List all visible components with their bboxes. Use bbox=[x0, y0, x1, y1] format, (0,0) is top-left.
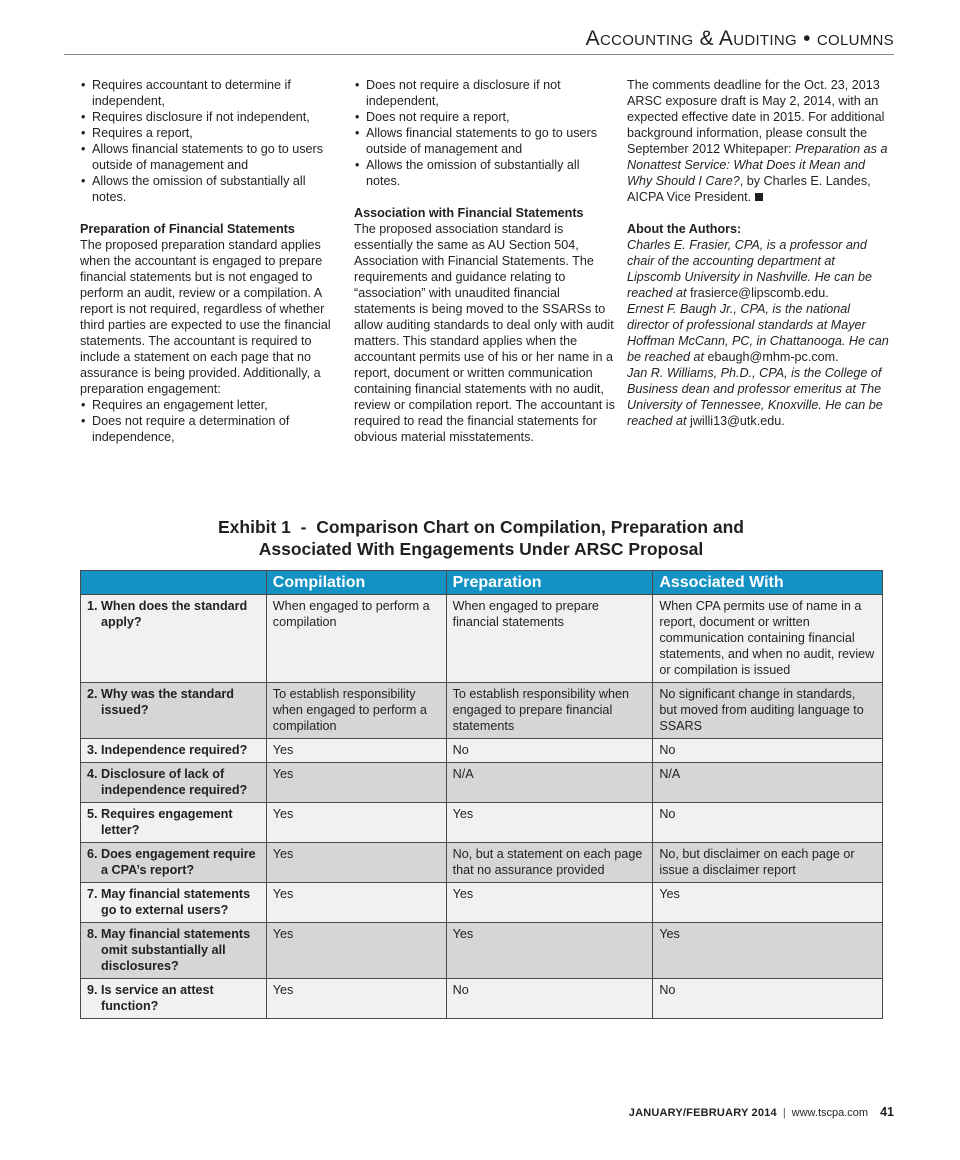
question-cell bbox=[81, 979, 267, 1019]
table-cell: N/A bbox=[446, 763, 653, 803]
table-cell: No significant change in standards, but moved from auditing language to SSARS bbox=[653, 683, 883, 739]
question-cell bbox=[81, 763, 267, 803]
question-cell bbox=[81, 843, 267, 883]
text-run: The comments deadline for the Oct. 23, 2013 ARSC exposure draft is May 2, 2014, with an expected effective date in 2015. For additional background information, please consult the September 2012 Whitepaper: bbox=[627, 78, 885, 156]
column-1 bbox=[80, 77, 342, 445]
column-2 bbox=[354, 77, 616, 445]
exhibit-title bbox=[80, 516, 882, 560]
text-run: Ernest F. Baugh Jr., CPA, is the national director of professional standards at Mayer Hoffman McCann, PC, in Chattanooga. He can be reached at bbox=[627, 302, 889, 364]
list-item: • Requires accountant to determine if independent, bbox=[80, 77, 342, 109]
bullet-list-top bbox=[80, 77, 342, 205]
question-cell bbox=[81, 683, 267, 739]
table-cell: To establish responsibility when engaged to prepare financial statements bbox=[446, 683, 653, 739]
list-item: • Allows the omission of substantially all notes. bbox=[354, 157, 616, 189]
cell-text: 4. Disclosure of lack of independence required? bbox=[87, 767, 248, 797]
question-cell bbox=[81, 803, 267, 843]
author-bio-1 bbox=[627, 237, 889, 301]
table-cell: When engaged to prepare financial statements bbox=[446, 595, 653, 683]
list-item: • Does not require a report, bbox=[354, 109, 616, 125]
comparison-table bbox=[80, 570, 883, 1019]
question-cell bbox=[81, 883, 267, 923]
table-cell: Yes bbox=[266, 923, 446, 979]
table-cell: No bbox=[653, 739, 883, 763]
exhibit-title-line: Exhibit 1 - Comparison Chart on Compilation, Preparation and bbox=[217, 517, 745, 537]
list-item: • Allows financial statements to go to users outside of management and bbox=[354, 125, 616, 157]
list-item: • Allows the omission of substantially all notes. bbox=[80, 173, 342, 205]
table-cell: Yes bbox=[266, 883, 446, 923]
question-cell bbox=[81, 595, 267, 683]
table-cell: Yes bbox=[266, 803, 446, 843]
text-run: Jan R. Williams, Ph.D., CPA, is the College of Business dean and professor emeritus at The University of Tennessee, Knoxville. He can be reached at bbox=[627, 366, 883, 428]
table-cell: Yes bbox=[653, 883, 883, 923]
cell-text: 2. Why was the standard issued? bbox=[87, 687, 234, 717]
table-cell: Yes bbox=[266, 843, 446, 883]
page-footer bbox=[629, 1105, 894, 1120]
table-cell: N/A bbox=[653, 763, 883, 803]
table-row bbox=[81, 843, 883, 883]
website-link[interactable]: www.tscpa.com bbox=[791, 1107, 869, 1119]
table-cell: No bbox=[446, 739, 653, 763]
paragraph-association: The proposed association standard is essentially the same as AU Section 504, Association with Financial Statements. The requirements and guidance relating to “association” with unaudited financial statements is being moved to the SSARSs to allow auditing standards to deal only with audit matters. This standard applies when the accountant permits use of his or her name in a report, document or written communication containing financial statements with no audit, review or compilation report. The accountant is required to read the financial statements for obvious material misstatements. bbox=[354, 222, 615, 444]
table-row bbox=[81, 923, 883, 979]
author-bio-2 bbox=[627, 301, 889, 365]
cell-text: 5. Requires engagement letter? bbox=[87, 807, 233, 837]
table-cell: No, but a statement on each page that no assurance provided bbox=[446, 843, 653, 883]
cell-text: 7. May financial statements go to external users? bbox=[87, 887, 251, 917]
table-cell: Yes bbox=[446, 803, 653, 843]
exhibit-title-line: Associated With Engagements Under ARSC Proposal bbox=[258, 539, 704, 559]
cell-text: 9. Is service an attest function? bbox=[87, 983, 214, 1013]
about-authors-heading: About the Authors: bbox=[627, 222, 742, 236]
column-3 bbox=[627, 77, 889, 429]
question-cell bbox=[81, 739, 267, 763]
table-row bbox=[81, 883, 883, 923]
table-header-row bbox=[81, 571, 883, 595]
table-cell: Yes bbox=[446, 883, 653, 923]
table-cell: No bbox=[446, 979, 653, 1019]
column-header bbox=[81, 571, 267, 595]
table-cell: When engaged to perform a compilation bbox=[266, 595, 446, 683]
table-row bbox=[81, 739, 883, 763]
paragraph-comments-deadline bbox=[627, 77, 889, 205]
list-item: • Requires an engagement letter, bbox=[80, 397, 342, 413]
text-run: , by Charles E. Landes, AICPA Vice President. bbox=[627, 174, 871, 204]
email-link[interactable]: jwilli13@utk.edu. bbox=[690, 414, 785, 428]
column-header: Associated With bbox=[653, 571, 883, 595]
section-heading-preparation: Preparation of Financial Statements bbox=[80, 222, 295, 236]
question-cell bbox=[81, 923, 267, 979]
text-run: Charles E. Frasier, CPA, is a professor and chair of the accounting department at Lipscomb University in Nashville. He can be reached at bbox=[627, 238, 872, 300]
bullet-list bbox=[354, 77, 616, 189]
table-cell: No bbox=[653, 803, 883, 843]
issue-date: JANUARY/FEBRUARY 2014 bbox=[628, 1107, 777, 1119]
bullet-list-bottom bbox=[80, 397, 342, 445]
cell-text: 6. Does engagement require a CPA’s report? bbox=[87, 847, 256, 877]
table-cell: No bbox=[653, 979, 883, 1019]
page-number: 41 bbox=[880, 1105, 894, 1119]
table-cell: No, but disclaimer on each page or issue a disclaimer report bbox=[653, 843, 883, 883]
footer-separator: | bbox=[782, 1107, 786, 1119]
author-bio-3 bbox=[627, 365, 889, 429]
table-cell: Yes bbox=[266, 763, 446, 803]
email-link[interactable]: ebaugh@mhm-pc.com. bbox=[707, 350, 839, 364]
table-row bbox=[81, 803, 883, 843]
running-header bbox=[64, 26, 894, 55]
table-cell: When CPA permits use of name in a report, document or written communication containing financial statements, and when no audit, review or compilation is issued bbox=[653, 595, 883, 683]
table-cell: To establish responsibility when engaged to perform a compilation bbox=[266, 683, 446, 739]
section-title: Accounting & Auditing • columns bbox=[585, 27, 894, 50]
cell-text: 1. When does the standard apply? bbox=[87, 599, 248, 629]
whitepaper-title: Preparation as a Nonattest Service: What Does it Mean and Why Should I Care? bbox=[627, 142, 888, 188]
paragraph-preparation: The proposed preparation standard applies when the accountant is engaged to prepare financial statements but is not engaged to perform an audit, review or a compilation. A report is not required, regardless of whether third parties are expected to use the financial statements. The accountant is required to include a statement on each page that no assurance is being provided. Additionally, a preparation engagement: bbox=[80, 238, 331, 396]
table-cell: Yes bbox=[446, 923, 653, 979]
email-link[interactable]: frasierce@lipscomb.edu. bbox=[690, 286, 829, 300]
section-heading-association: Association with Financial Statements bbox=[354, 206, 584, 220]
end-mark-icon bbox=[755, 193, 763, 201]
list-item: • Requires disclosure if not independent, bbox=[80, 109, 342, 125]
cell-text: 8. May financial statements omit substantially all disclosures? bbox=[87, 927, 251, 973]
table-row bbox=[81, 595, 883, 683]
table-row bbox=[81, 763, 883, 803]
table-cell: Yes bbox=[266, 979, 446, 1019]
list-item: • Does not require a determination of independence, bbox=[80, 413, 342, 445]
column-header: Preparation bbox=[446, 571, 653, 595]
table-row bbox=[81, 979, 883, 1019]
cell-text: 3. Independence required? bbox=[87, 743, 248, 757]
list-item: • Allows financial statements to go to users outside of management and bbox=[80, 141, 342, 173]
table-row bbox=[81, 683, 883, 739]
list-item: • Requires a report, bbox=[80, 125, 342, 141]
column-header: Compilation bbox=[266, 571, 446, 595]
table-cell: Yes bbox=[653, 923, 883, 979]
list-item: • Does not require a disclosure if not independent, bbox=[354, 77, 616, 109]
table-cell: Yes bbox=[266, 739, 446, 763]
